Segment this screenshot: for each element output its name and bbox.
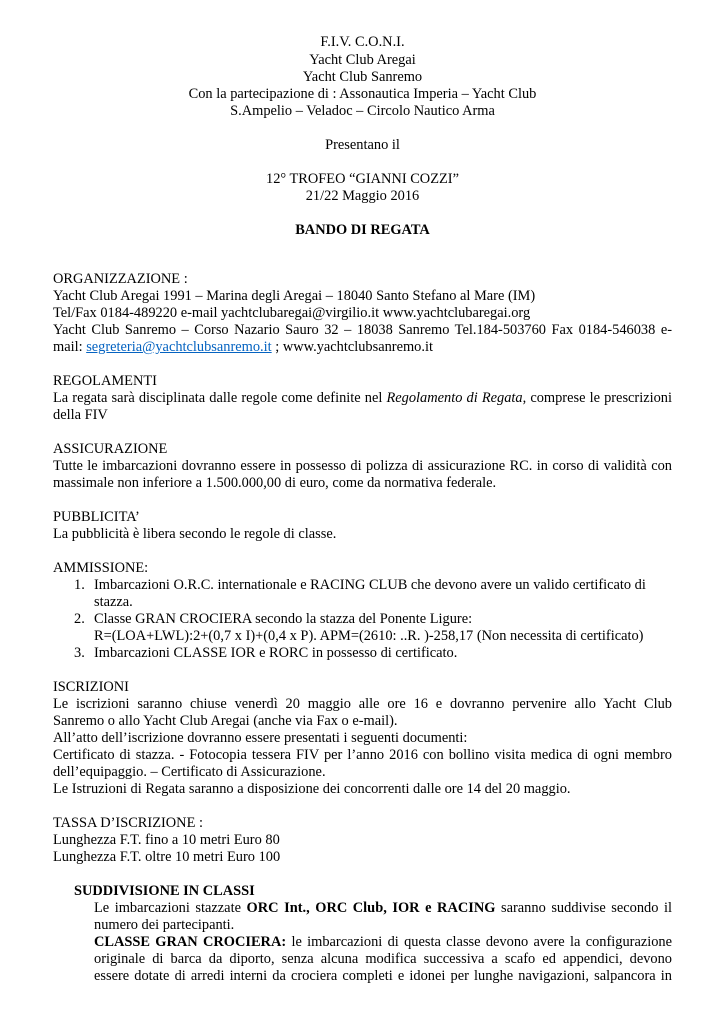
event-dates: 21/22 Maggio 2016 (305, 188, 420, 204)
ammissione-item-1 (74, 577, 672, 594)
gran-crociera-label: CLASSE GRAN CROCIERA: (94, 934, 287, 950)
organizzazione-line: Yacht Club Sanremo – Corso Nazario Sauro 32 – 18038 Sanremo Tel.184-503760 Fax 0184-546038 e- (53, 322, 672, 338)
assicurazione-line: Tutte le imbarcazioni dovranno essere in possesso di polizza di assicurazione RC. in corso di validità con (53, 458, 672, 474)
trophy-title: 12° TROFEO “GIANNI COZZI” (266, 171, 459, 187)
tassa-line: Lunghezza F.T. oltre 10 metri Euro 100 (53, 849, 281, 865)
suddivisione-line: numero dei partecipanti. (94, 917, 235, 933)
list-text: Classe GRAN CROCIERA secondo la stazza del Ponente Ligure: (94, 611, 473, 627)
organizzazione-line: Yacht Club Aregai 1991 – Marina degli Aregai – 18040 Santo Stefano al Mare (IM) (53, 288, 536, 304)
organizzazione-email-line (53, 339, 433, 356)
iscrizioni-line: Certificato di stazza. - Fotocopia tessera FIV per l’anno 2016 con bollino visita medica di ogni membro (53, 747, 672, 763)
iscrizioni-line: Sanremo o allo Yacht Club Aregai (anche via Fax o e-mail). (53, 713, 398, 729)
gran-crociera-line (94, 934, 672, 951)
pubblicita-heading: PUBBLICITA’ (53, 509, 140, 525)
list-text: Imbarcazioni CLASSE IOR e RORC in possesso di certificato. (94, 645, 458, 661)
header-line-sanremo: Yacht Club Sanremo (302, 69, 423, 85)
iscrizioni-line: Le iscrizioni saranno chiuse venerdì 20 maggio alle ore 16 e dovranno pervenire allo Yacht Club (53, 696, 672, 712)
iscrizioni-line: Le Istruzioni di Regata saranno a disposizione dei concorrenti dalle ore 14 del 20 maggio. (53, 781, 571, 797)
list-number: 1. (74, 577, 85, 593)
header-line-partecipazione: Con la partecipazione di : Assonautica Imperia – Yacht Club (188, 86, 537, 102)
class-names: ORC Int., ORC Club, IOR e RACING (246, 900, 496, 916)
gran-crociera-line: originale di barca da diporto, senza alcuna modifica successiva a scafo ed appendici, devono (94, 951, 672, 967)
regolamenti-text: La regata sarà disciplinata dalle regole come definite nel (53, 390, 383, 406)
organizzazione-heading: ORGANIZZAZIONE : (53, 271, 188, 287)
iscrizioni-line: All’atto dell’iscrizione dovranno essere presentati i seguenti documenti: (53, 730, 468, 746)
iscrizioni-line: dell’equipaggio. – Certificato di Assicurazione. (53, 764, 326, 780)
regolamenti-heading: REGOLAMENTI (53, 373, 157, 389)
email-link[interactable]: segreteria@yachtclubsanremo.it (86, 339, 272, 355)
ammissione-heading: AMMISSIONE: (53, 560, 149, 576)
suddivisione-text: Le imbarcazioni stazzate (94, 900, 241, 916)
header-line-clubs: S.Ampelio – Veladoc – Circolo Nautico Arma (230, 103, 495, 119)
regolamenti-line: della FIV (53, 407, 108, 423)
iscrizioni-heading: ISCRIZIONI (53, 679, 129, 695)
assicurazione-heading: ASSICURAZIONE (53, 441, 168, 457)
presentano-line: Presentano il (325, 137, 400, 153)
list-number: 2. (74, 611, 85, 627)
regolamenti-text: , comprese le prescrizioni (522, 390, 672, 406)
header-line-fiv: F.I.V. C.O.N.I. (320, 34, 405, 50)
bando-title: BANDO DI REGATA (295, 222, 430, 238)
regolamento-title: Regolamento di Regata (386, 390, 523, 406)
assicurazione-line: massimale non inferiore a 1.500.000,00 di euro, come da normativa federale. (53, 475, 497, 491)
regolamenti-line (53, 390, 672, 407)
header-line-aregai: Yacht Club Aregai (309, 52, 416, 68)
ammissione-item-3 (74, 645, 457, 662)
stazza-formula: R=(LOA+LWL):2+(0,7 x I)+(0,4 x P). APM=(2610: ..R. )-258,17 (Non necessita di certificato) (94, 628, 644, 644)
list-text: stazza. (94, 594, 133, 610)
suddivisione-heading: SUDDIVISIONE IN CLASSI (74, 883, 255, 899)
list-text: Imbarcazioni O.R.C. internationale e RACING CLUB che devono avere un valido certificato di (94, 577, 646, 593)
suddivisione-line (94, 900, 672, 917)
organizzazione-line: Tel/Fax 0184-489220 e-mail yachtclubaregai@virgilio.it www.yachtclubaregai.org (53, 305, 531, 321)
email-label: mail: (53, 339, 83, 355)
list-number: 3. (74, 645, 85, 661)
ammissione-item-2 (74, 611, 472, 628)
gran-crociera-text: le imbarcazioni di questa classe devono avere la configurazione (286, 934, 672, 950)
suddivisione-text: saranno suddivise secondo il (501, 900, 672, 916)
tassa-heading: TASSA D’ISCRIZIONE : (53, 815, 203, 831)
website-text: ; www.yachtclubsanremo.it (271, 339, 433, 355)
gran-crociera-line: essere dotate di arredi interni da crociera completi e idonei per lunghe navigazioni, salpancora in (94, 968, 672, 984)
pubblicita-line: La pubblicità è libera secondo le regole di classe. (53, 526, 337, 542)
tassa-line: Lunghezza F.T. fino a 10 metri Euro 80 (53, 832, 280, 848)
